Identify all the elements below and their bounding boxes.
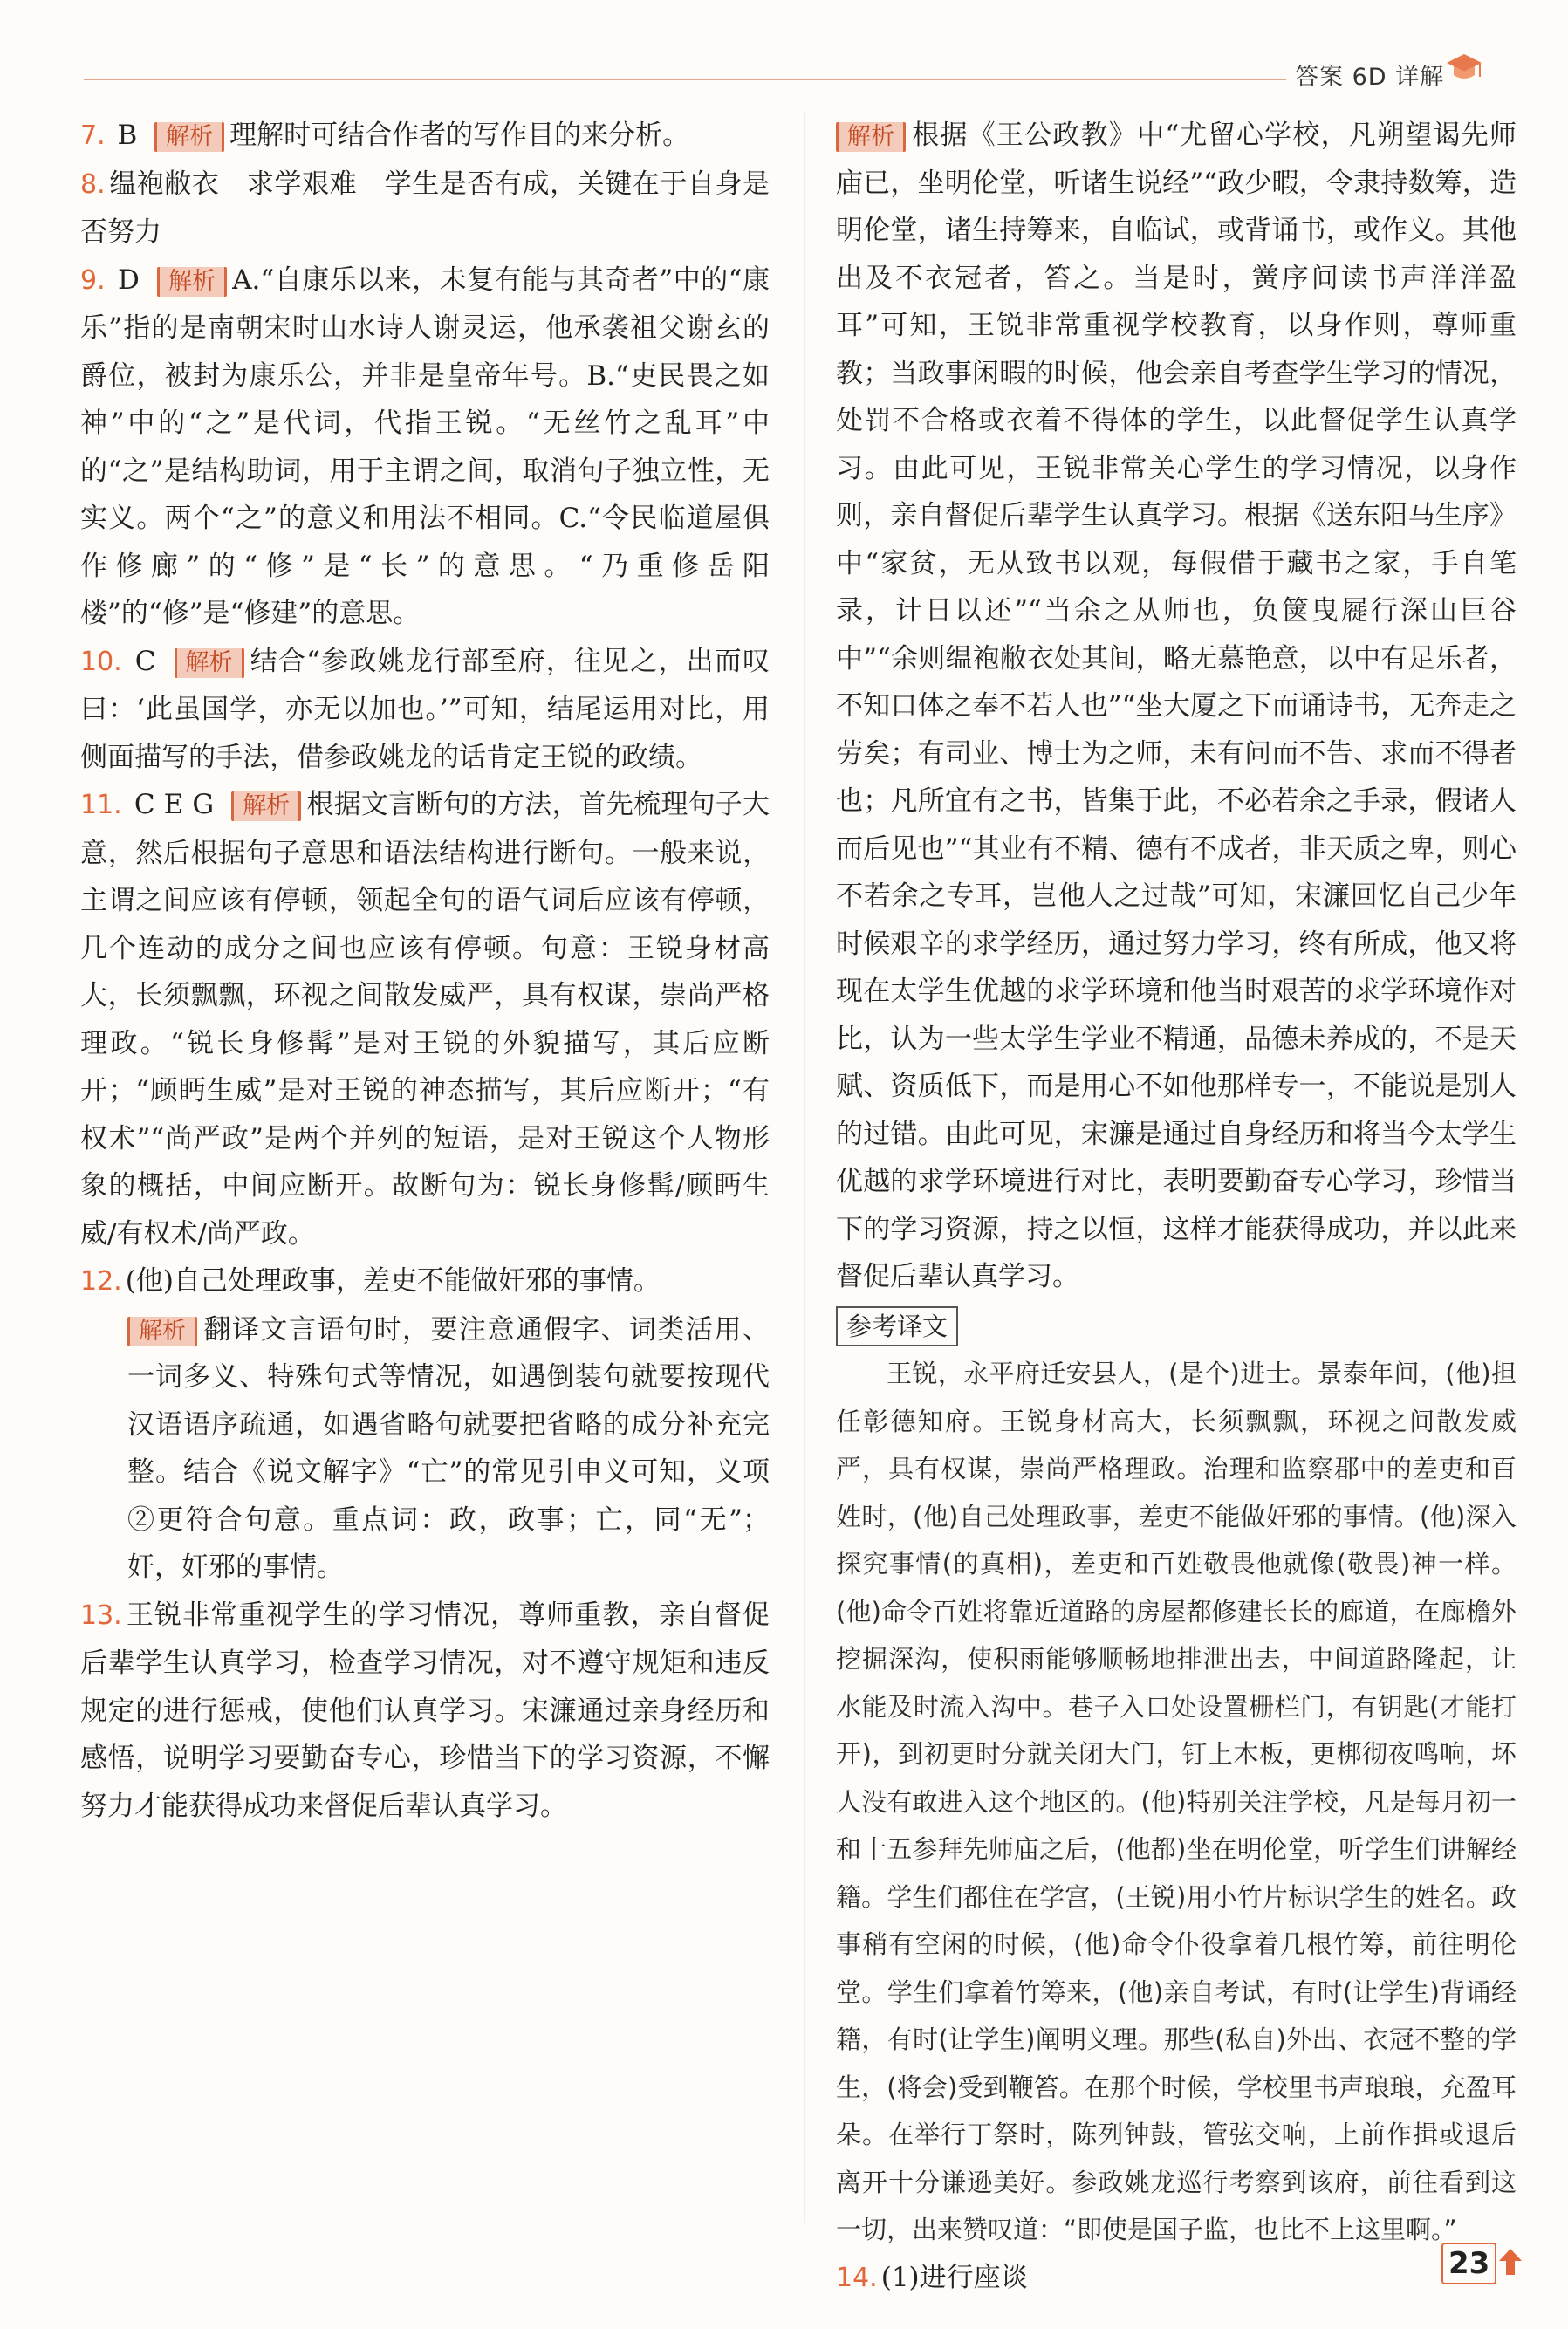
translation-heading: 参考译文: [836, 1301, 1517, 1351]
answer-item-12: 12. (他)自己处理政事，差吏不能做奸邪的事情。: [80, 1265, 661, 1297]
answer-item-10: 10. C 解析 结合“参政姚龙行部至府，往见之，出而叹曰：‘此虽国学，亦无以加也。’”可知，结尾运用对比，用侧面描写的手法，借参政姚龙的话肯定王锐的政绩。: [80, 645, 770, 773]
left-column: [80, 112, 770, 1830]
analysis-tag: 解析: [157, 267, 227, 297]
answer-item-13-analysis: 解析 根据《王公政教》中“尤留心学校，凡朔望谒先师庙已，坐明伦堂，听诸生说经”“政少暇，令隶持数筹，造明伦堂，诸生持筹来，自临试，或背诵书，或作义。其他出及不衣冠者，笞之。当是时，黉序间读书声洋洋盈耳”可知，王锐非常重视学校教育，以身作则，尊师重教；当政事闲暇的时候，他会亲自考查学生学习的情况，处罚不合格或衣着不得体的学生，以此督促学生认真学习。由此可见，王锐非常关心学生的学习情况，以身作则，亲自督促后辈学生认真学习。根据《送东阳马生序》中“家贫，无从致书以观，每假借于藏书之家，手自笔录，计日以还”“当余之从师也，负箧曳屣行深山巨谷中”“余则缊袍敝衣处其间，略无慕艳意，以中有足乐者，不知口体之奉不若人也”“坐大厦之下而诵诗书，无奔走之劳矣；有司业、博士为之师，未有问而不告、求而不得者也；凡所宜有之书，皆集于此，不必若余之手录，假诸人而后见也”“其业有不精、德有不成者，非天质之卑，则心不若余之专耳，岂他人之过哉”可知，宋濂回忆自己少年时候艰辛的求学经历，通过努力学习，终有所成，他又将现在太学生优越的求学环境和他当时艰苦的求学环境作对比，认为一些太学生学业不精通，品德未养成的，不是天赋、资质低下，而是用心不如他那样专一，不能说是别人的过错。由此可见，宋濂是通过自身经历和将当今太学生优越的求学环境进行对比，表明要勤奋专心学习，珍惜当下的学习资源，持之以恒，这样才能获得成功，并以此来督促后辈认真学习。: [836, 120, 1517, 1292]
graduation-cap-icon: [1445, 51, 1483, 86]
header-label: 答案 6D 详解: [1295, 64, 1445, 91]
answer-item-13: 13. 王锐非常重视学生的学习情况，尊师重教，亲自督促后辈学生认真学习，检查学习情况，对不遵守规矩和违反规定的进行惩戒，使他们认真学习。宋濂通过亲身经历和感悟，说明学习要勤奋专心，珍惜当下的学习资源，不懈努力才能获得成功来督促后辈认真学习。: [80, 1599, 770, 1822]
arrow-up-icon: [1497, 2247, 1523, 2277]
answer-item-11: 11. C E G 解析 根据文言断句的方法，首先梳理句子大意，然后根据句子意思和语法结构进行断句。一般来说，主谓之间应该有停顿，领起全句的语气词后应该有停顿，几个连动的成分之间也应该有停顿。句意：王锐身材高大，长须飘飘，环视之间散发威严，具有权谋，崇尚严格理政。“锐长身修髯”是对王锐的外貌描写，其后应断开；“顾眄生威”是对王锐的神态描写，其后应断开；“有权术”“尚严政”是两个并列的短语，是对王锐这个人物形象的概括，中间应断开。故断句为：锐长身修髯/顾眄生威/有权术/尚严政。: [80, 789, 770, 1250]
answer-item-7: 7. B 解析 理解时可结合作者的写作目的来分析。: [80, 120, 690, 151]
page-number: 23: [1441, 2243, 1496, 2284]
analysis-tag: 解析: [154, 122, 224, 152]
analysis-tag: 解析: [231, 791, 301, 821]
answer-item-8: 8. 缊袍敝衣 求学艰难 学生是否有成，关键在于自身是否努力: [80, 168, 770, 248]
column-divider: [804, 112, 805, 2223]
right-column: [836, 112, 1517, 2302]
analysis-tag: 解析: [836, 122, 906, 152]
analysis-tag: 解析: [127, 1317, 197, 1346]
header-rule: [84, 79, 1286, 80]
translation-body: 王锐，永平府迁安县人，(是个)进士。景泰年间，(他)担任彰德知府。王锐身材高大，长须飘飘，环视之间散发威严，具有权谋，崇尚严格理政。治理和监察郡中的差吏和百姓时，(他)自己处理政事，差吏不能做奸邪的事情。(他)深入探究事情(的真相)，差吏和百姓敬畏他就像(敬畏)神一样。(他)命令百姓将靠近道路的房屋都修建长长的廊道，在廊檐外挖掘深沟，使积雨能够顺畅地排泄出去，中间道路隆起，让水能及时流入沟中。巷子入口处设置栅栏门，有钥匙(才能打开)，到初更时分就关闭大门，钉上木板，更梆彻夜鸣响，坏人没有敢进入这个地区的。(他)特别关注学校，凡是每月初一和十五参拜先师庙之后，(他都)坐在明伦堂，听学生们讲解经籍。学生们都住在学宫，(王锐)用小竹片标识学生的姓名。政事稍有空闲的时候，(他)命令仆役拿着几根竹筹，前往明伦堂。学生们拿着竹筹来，(他)亲自考试，有时(让学生)背诵经籍，有时(让学生)阐明义理。那些(私自)外出、衣冠不整的学生，(将会)受到鞭笞。在那个时候，学校里书声琅琅，充盈耳朵。在举行丁祭时，陈列钟鼓，管弦交响，上前作揖或退后离开十分谦逊美好。参政姚龙巡行考察到该府，前往看到这一切，出来赞叹道：“即使是国子监，也比不上这里啊。”: [836, 1359, 1517, 2244]
answer-item-9: 9. D 解析 A.“自康乐以来，未复有能与其奇者”中的“康乐”指的是南朝宋时山水诗人谢灵运，他承袭祖父谢玄的爵位，被封为康乐公，并非是皇帝年号。B.“吏民畏之如神”中的“之”是代词，代指王锐。“无丝竹之乱耳”中的“之”是结构助词，用于主谓之间，取消句子独立性，无实义。两个“之”的意义和用法不相同。C.“令民临道屋俱作修廊”的“修”是“长”的意思。“乃重修岳阳楼”的“修”是“修建”的意思。: [80, 264, 770, 629]
answer-item-14: 14. (1)进行座谈: [836, 2261, 1028, 2293]
analysis-tag: 解析: [175, 648, 244, 678]
answer-item-12-analysis: 解析 翻译文言语句时，要注意通假字、词类活用、一词多义、特殊句式等情况，如遇倒装句就要按现代汉语语序疏通，如遇省略句就要把省略的成分补充完整。结合《说文解字》“亡”的常见引申义可知，义项②更符合句意。重点词：政，政事；亡，同“无”；奸，奸邪的事情。: [127, 1313, 770, 1583]
